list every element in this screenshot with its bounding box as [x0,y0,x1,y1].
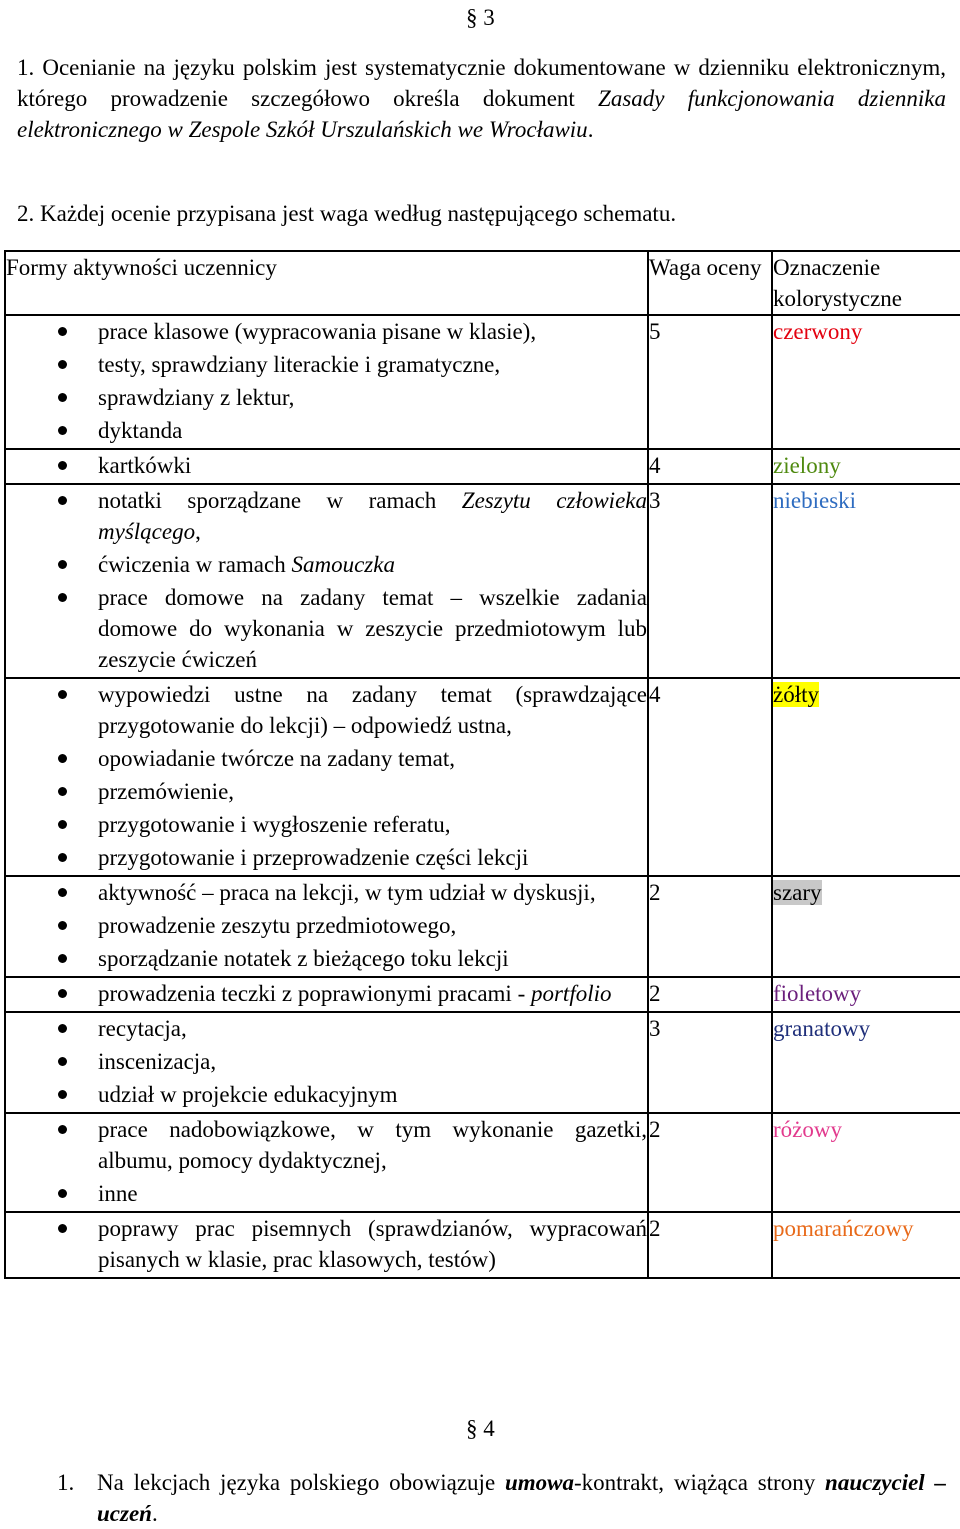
activity-forms-cell [5,977,648,1012]
section-4-heading: § 4 [466,1416,495,1441]
activity-forms-cell [5,315,648,449]
section-3-heading: § 3 [466,5,495,30]
list-item-text: przygotowanie i przeprowadzenie części lekcji [98,845,529,870]
list-item [6,382,647,413]
paragraph-1-text: Ocenianie na języku polskim jest systematycznie dokumentowane w dzienniku elektronicznym, którego prowadzenie szczegółowo określa dokument [17,55,947,111]
list-item [6,679,647,741]
list-item [6,582,647,675]
activity-list [6,679,647,873]
table-row [5,1012,960,1113]
table-row [5,1113,960,1212]
color-label: granatowy [773,1016,871,1041]
list-item [6,349,647,380]
paragraph-4-1 [57,1467,947,1529]
activity-forms-cell [5,876,648,977]
weight-value: 3 [648,1012,772,1113]
weight-value: 2 [648,1212,772,1278]
color-cell [772,876,960,977]
table-body [5,315,960,1278]
list-item-text: aktywność – praca na lekcji, w tym udział w dyskusji, [98,880,596,905]
paragraph-2-number: 2. [17,201,35,226]
parties-term: nauczyciel – uczeń [97,1470,947,1526]
color-label: zielony [773,453,841,478]
color-label: pomarańczowy [773,1216,914,1241]
color-cell [772,977,960,1012]
activity-list [6,316,647,446]
header-color: Oznaczenie kolorystyczne [772,251,960,315]
list-item [6,415,647,446]
weight-value: 3 [648,484,772,678]
color-label: różowy [773,1117,842,1142]
list-item [6,1013,647,1044]
list-item [6,743,647,774]
list-item [6,842,647,873]
weight-value: 2 [648,1113,772,1212]
paragraph-4-1-middle: -kontrakt, wiążąca strony [574,1470,826,1495]
list-item-text: recytacja, [98,1016,187,1041]
weight-value: 4 [648,449,772,484]
activity-forms-cell [5,1212,648,1278]
activity-forms-cell [5,449,648,484]
paragraph-4-1-text: Na lekcjach języka polskiego obowiązuje [97,1470,505,1495]
table-row [5,1212,960,1278]
list-item-text: opowiadanie twórcze na zadany temat, [98,746,455,771]
paragraph-2-text: Każdej ocenie przypisana jest waga według następującego schematu. [40,201,677,226]
list-item-text: udział w projekcie edukacyjnym [98,1082,398,1107]
table-row [5,977,960,1012]
weight-value: 4 [648,678,772,876]
paragraph-1-number: 1. [17,55,35,80]
list-item-text: wypowiedzi ustne na zadany temat (sprawdzające przygotowanie do lekcji) – odpowiedź ustna, [98,682,647,738]
weight-value: 2 [648,876,772,977]
activity-forms-cell [5,484,648,678]
list-item-text: ćwiczenia w ramach [98,552,292,577]
list-item-text: notatki sporządzane w ramach [98,488,462,513]
color-cell [772,315,960,449]
list-item-text: prace klasowe (wypracowania pisane w klasie), [98,319,537,344]
activity-list [6,1114,647,1209]
list-item [6,1114,647,1176]
list-item [6,1046,647,1077]
list-item-text: sprawdziany z lektur, [98,385,295,410]
activity-list [6,978,647,1009]
list-item [6,943,647,974]
list-item-text: sporządzanie notatek z bieżącego toku lekcji [98,946,509,971]
activity-forms-cell [5,678,648,876]
list-item-text: kartkówki [98,453,192,478]
paragraph-1 [17,52,946,145]
list-item [6,1079,647,1110]
contract-term: umowa [504,1470,574,1495]
color-label: szary [773,880,822,905]
color-cell [772,1212,960,1278]
activity-forms-cell [5,1113,648,1212]
header-weight: Waga oceny [648,251,772,315]
color-cell [772,1113,960,1212]
list-item-text: inne [98,1181,138,1206]
list-item [6,910,647,941]
paragraph-4-1-body [63,1467,946,1529]
weight-value: 2 [648,977,772,1012]
color-cell [772,678,960,876]
color-cell [772,1012,960,1113]
list-item-text: przygotowanie i wygłoszenie referatu, [98,812,451,837]
paragraph-4-1-end: . [151,1501,158,1526]
color-label: żółty [773,682,819,707]
list-item-italic-text: Zeszytu człowieka myślącego [98,488,647,544]
list-item-italic-text: portfolio [530,981,612,1006]
list-item-text: prace domowe na zadany temat – wszelkie zadania domowe do wykonania w zeszycie przedmiotowym lub zeszycie ćwiczeń [98,585,647,672]
activity-list [6,1213,647,1275]
list-item [6,978,647,1009]
weight-value: 5 [648,315,772,449]
activity-forms-cell [5,1012,648,1113]
activity-list [6,1013,647,1110]
list-item-text: inscenizacja, [98,1049,217,1074]
list-item [6,877,647,908]
list-item [6,549,647,580]
list-item [6,1178,647,1209]
list-item [6,1213,647,1275]
color-cell [772,449,960,484]
list-item-text: prowadzenia teczki z poprawionymi pracami - [98,981,531,1006]
table-header-row [5,251,960,315]
list-item [6,316,647,347]
header-forms: Formy aktywności uczennicy [5,251,648,315]
paragraph-4-1-number: 1. [57,1470,75,1495]
color-label: niebieski [773,488,857,513]
activity-list [6,877,647,974]
list-item-text: dyktanda [98,418,183,443]
table-row [5,449,960,484]
list-item [6,809,647,840]
activity-list [6,450,647,481]
table-row [5,484,960,678]
weights-table [4,250,960,1279]
list-item [6,450,647,481]
list-item-text: prace nadobowiązkowe, w tym wykonanie gazetki, albumu, pomocy dydaktycznej, [98,1117,647,1173]
paragraph-1-end: . [587,117,594,142]
paragraph-1-document-title: Zasady funkcjonowania dziennika elektronicznego w Zespole Szkół Urszulańskich we Wrocławiu [17,86,946,142]
color-cell [772,484,960,678]
color-label: czerwony [773,319,863,344]
list-item-italic-text: Samouczka [291,552,395,577]
activity-list [6,485,647,675]
table-row [5,876,960,977]
list-item-text: przemówienie, [98,779,235,804]
list-item-text: poprawy prac pisemnych (sprawdzianów, wypracowań pisanych w klasie, prac klasowych, testów) [98,1216,647,1272]
list-item [6,776,647,807]
paragraph-2 [17,198,946,229]
color-label: fioletowy [773,981,862,1006]
table-row [5,315,960,449]
list-item-text: testy, sprawdziany literackie i gramatyczne, [98,352,501,377]
table-row [5,678,960,876]
list-item-text: prowadzenie zeszytu przedmiotowego, [98,913,457,938]
list-item [6,485,647,547]
list-item-text: , [195,519,201,544]
